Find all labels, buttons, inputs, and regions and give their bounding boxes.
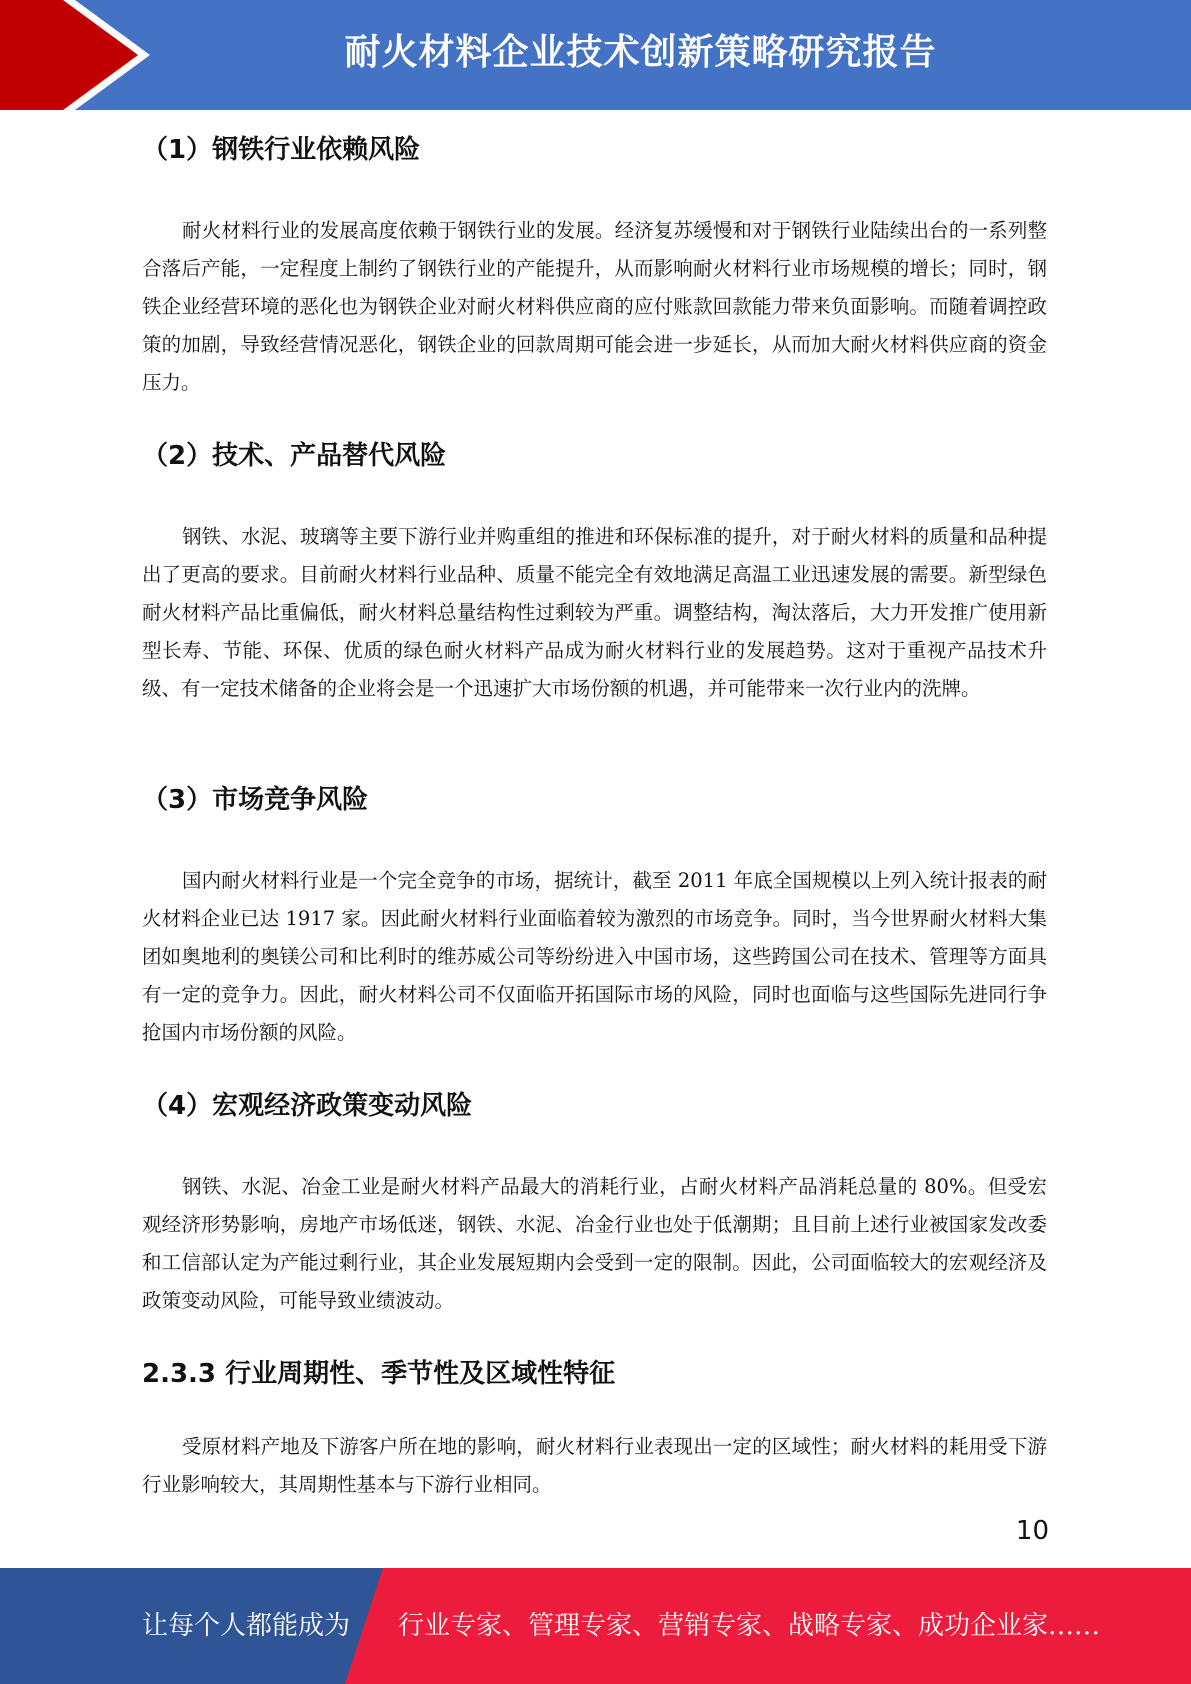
section-paragraph-competition-risk: 国内耐火材料行业是一个完全竞争的市场，据统计，截至 2011 年底全国规模以上列入统计报表的耐火材料企业已达 1917 家。因此耐火材料行业面临着较为激烈的市场竞争。同时，当今世界耐火材料大集团如奥地利的奥镁公司和比利时的维苏威公司等纷纷进入中国市场，这些跨国公司在技术、管理等方面具有一定的竞争力。因此，耐火材料公司不仅面临开拓国际市场的风险，同时也面临与这些国际先进同行争抢国内市场份额的风险。 (142, 869, 1047, 1044)
section-heading-steel-dependency: （1）钢铁行业依赖风险 (142, 135, 421, 165)
page-header (0, 0, 1191, 110)
section-heading-macro-policy-risk: （4）宏观经济政策变动风险 (142, 1091, 473, 1121)
document-title: 耐火材料企业技术创新策略研究报告 (344, 32, 937, 73)
section-paragraph-cyclicality: 受原材料产地及下游客户所在地的影响，耐火材料行业表现出一定的区域性；耐火材料的耗用受下游行业影响较大，其周期性基本与下游行业相同。 (142, 1435, 1047, 1496)
header-arrow-decoration (0, 0, 150, 110)
section-paragraph-steel-dependency: 耐火材料行业的发展高度依赖于钢铁行业的发展。经济复苏缓慢和对于钢铁行业陆续出台的一系列整合落后产能，一定程度上制约了钢铁行业的产能提升，从而影响耐火材料行业市场规模的增长；同时，钢铁企业经营环境的恶化也为钢铁企业对耐火材料供应商的应付账款回款能力带来负面影响。而随着调控政策的加剧，导致经营情况恶化，钢铁企业的回款周期可能会进一步延长，从而加大耐火材料供应商的资金压力。 (142, 219, 1047, 394)
page-number: 10 (1015, 1516, 1049, 1546)
footer-slogan-left: 让每个人都能成为 (142, 1611, 351, 1641)
section-paragraph-substitution-risk: 钢铁、水泥、玻璃等主要下游行业并购重组的推进和环保标准的提升，对于耐火材料的质量和品种提出了更高的要求。目前耐火材料行业品种、质量不能完全有效地满足高温工业迅速发展的需要。新型绿色耐火材料产品比重偏低，耐火材料总量结构性过剩较为严重。调整结构，淘汰落后，大力开发推广使用新型长寿、节能、环保、优质的绿色耐火材料产品成为耐火材料行业的发展趋势。这对于重视产品技术升级、有一定技术储备的企业将会是一个迅速扩大市场份额的机遇，并可能带来一次行业内的洗牌。 (142, 525, 1047, 700)
section-paragraph-macro-policy-risk: 钢铁、水泥、冶金工业是耐火材料产品最大的消耗行业，占耐火材料产品消耗总量的 80%。但受宏观经济形势影响，房地产市场低迷，钢铁、水泥、冶金行业也处于低潮期；且目前上述行业被国家发改委和工信部认定为产能过剩行业，其企业发展短期内会受到一定的限制。因此，公司面临较大的宏观经济及政策变动风险，可能导致业绩波动。 (142, 1175, 1047, 1312)
section-heading-cyclicality: 2.3.3 行业周期性、季节性及区域性特征 (142, 1359, 616, 1389)
footer-slogan-right: 行业专家、管理专家、营销专家、战略专家、成功企业家…… (398, 1611, 1101, 1641)
page-footer (0, 1568, 1191, 1684)
section-heading-competition-risk: （3）市场竞争风险 (142, 785, 369, 815)
section-heading-substitution-risk: （2）技术、产品替代风险 (142, 441, 447, 471)
